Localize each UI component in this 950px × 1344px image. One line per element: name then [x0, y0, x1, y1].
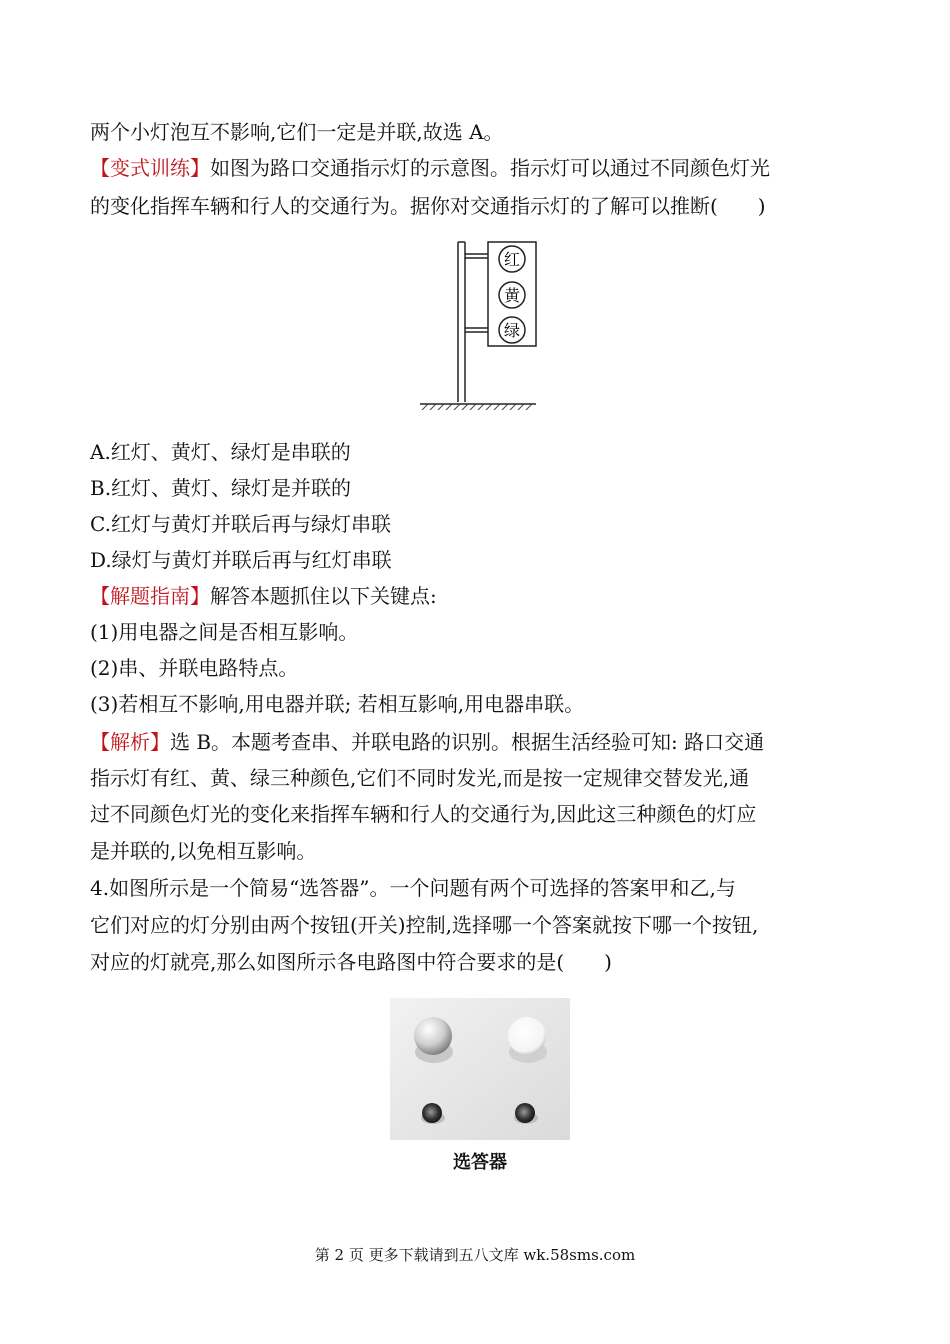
red-lamp	[499, 246, 525, 272]
key-point-1: (1)用电器之间是否相互影响。	[90, 620, 359, 644]
question-4-line-3: 对应的灯就亮,那么如图所示各电路图中符合要求的是( )	[90, 950, 612, 974]
question-4-line-2: 它们对应的灯分别由两个按钮(开关)控制,选择哪一个答案就按下哪一个按钮,	[90, 913, 759, 937]
guide-text: 解答本题抓住以下关键点:	[210, 584, 437, 608]
red-lamp-label: 红	[503, 250, 521, 269]
yellow-lamp	[499, 282, 525, 308]
bulb-right	[508, 1017, 546, 1055]
question-4-line-1: 4.如图所示是一个简易“选答器”。一个问题有两个可选择的答案甲和乙,与	[90, 876, 736, 900]
bulb-left	[414, 1017, 452, 1055]
option-b: B.红灯、黄灯、绿灯是并联的	[90, 476, 352, 500]
traffic-light-figure	[418, 238, 538, 410]
analysis-text-1: 选 B。本题考查串、并联电路的识别。根据生活经验可知: 路口交通	[170, 730, 765, 754]
guide-line	[90, 583, 870, 609]
yellow-lamp-label: 黄	[503, 286, 521, 305]
analysis-tag: 【解析】	[90, 730, 170, 754]
option-d: D.绿灯与黄灯并联后再与红灯串联	[90, 548, 392, 572]
key-point-3: (3)若相互不影响,用电器并联; 若相互影响,用电器串联。	[90, 692, 585, 716]
analysis-line-2: 指示灯有红、黄、绿三种颜色,它们不同时发光,而是按一定规律交替发光,通	[90, 766, 750, 790]
analysis-line-3: 过不同颜色灯光的变化来指挥车辆和行人的交通行为,因此这三种颜色的灯应	[90, 802, 757, 826]
analysis-line-4: 是并联的,以免相互影响。	[90, 839, 317, 863]
variant-training-text: 如图为路口交通指示灯的示意图。指示灯可以通过不同颜色灯光	[210, 156, 770, 180]
quiz-device-caption: 选答器	[453, 1152, 507, 1173]
analysis-line-1	[90, 729, 870, 755]
line-3: 的变化指挥车辆和行人的交通行为。据你对交通指示灯的了解可以推断( )	[90, 194, 766, 218]
green-lamp	[499, 317, 525, 343]
button-left	[422, 1103, 442, 1123]
variant-training-tag: 【变式训练】	[90, 156, 210, 180]
option-a: A.红灯、黄灯、绿灯是串联的	[90, 440, 351, 464]
guide-tag: 【解题指南】	[90, 584, 210, 608]
option-c: C.红灯与黄灯并联后再与绿灯串联	[90, 512, 391, 536]
quiz-device-figure	[390, 998, 570, 1140]
page-footer: 第 2 页 更多下载请到五八文库 wk.58sms.com	[314, 1246, 636, 1264]
key-point-2: (2)串、并联电路特点。	[90, 656, 299, 680]
variant-training-line	[90, 155, 870, 181]
green-lamp-label: 绿	[503, 321, 521, 340]
button-right	[515, 1103, 535, 1123]
line-1: 两个小灯泡互不影响,它们一定是并联,故选 A。	[90, 120, 504, 144]
